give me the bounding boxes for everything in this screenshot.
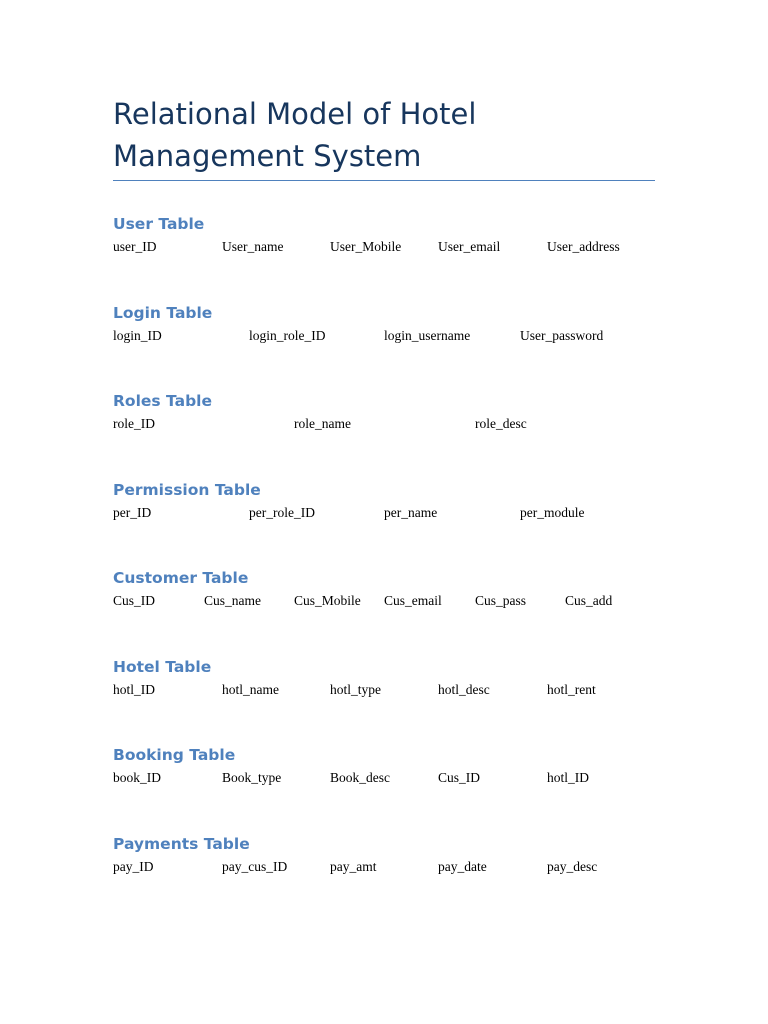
field-name: hotl_type [330,682,381,697]
field-name: per_role_ID [249,505,315,520]
field-name: pay_desc [547,859,598,874]
table-section [113,567,673,612]
field-name: hotl_name [222,682,279,697]
field-name: Cus_add [565,593,613,608]
field-row [113,592,673,612]
table-section [113,656,673,701]
field-name: hotl_desc [438,682,490,697]
document-title: Relational Model of Hotel Management System [113,97,477,173]
field-name: login_ID [113,328,162,343]
field-name: hotl_rent [547,682,596,697]
table-heading: Customer Table [113,569,249,587]
field-name: Cus_pass [475,593,527,608]
table-section [113,390,673,435]
field-row [113,327,673,347]
field-name: per_ID [113,505,152,520]
field-name: role_ID [113,416,155,431]
field-name: login_username [384,328,471,343]
field-name: pay_amt [330,859,377,874]
table-heading: User Table [113,215,205,233]
field-row [113,681,673,701]
field-row [113,238,673,258]
field-name: pay_ID [113,859,154,874]
field-name: User_email [438,239,501,254]
table-heading: Roles Table [113,392,212,410]
field-name: Book_desc [330,770,390,785]
table-section [113,744,673,789]
field-name: role_name [294,416,351,431]
field-name: Cus_Mobile [294,593,361,608]
field-name: login_role_ID [249,328,326,343]
field-name: hotl_ID [113,682,155,697]
table-heading: Payments Table [113,835,250,853]
title-underline [113,180,655,181]
field-name: Cus_ID [438,770,481,785]
field-row [113,415,673,435]
field-name: pay_date [438,859,487,874]
table-section [113,213,673,258]
field-name: per_module [520,505,585,520]
field-name: per_name [384,505,438,520]
field-name: hotl_ID [547,770,589,785]
field-name: pay_cus_ID [222,859,288,874]
table-heading: Permission Table [113,481,261,499]
table-section [113,302,673,347]
field-row [113,858,673,878]
table-heading: Hotel Table [113,658,212,676]
field-row [113,504,673,524]
field-name: role_desc [475,416,527,431]
field-name: user_ID [113,239,157,254]
field-name: Cus_ID [113,593,156,608]
field-name: User_password [520,328,604,343]
table-section [113,479,673,524]
field-name: Book_type [222,770,282,785]
field-name: User_name [222,239,284,254]
table-heading: Login Table [113,304,213,322]
field-name: Cus_email [384,593,442,608]
field-name: User_address [547,239,620,254]
field-name: User_Mobile [330,239,402,254]
field-name: Cus_name [204,593,261,608]
field-name: book_ID [113,770,161,785]
field-row [113,769,673,789]
table-section [113,833,673,878]
table-heading: Booking Table [113,746,236,764]
